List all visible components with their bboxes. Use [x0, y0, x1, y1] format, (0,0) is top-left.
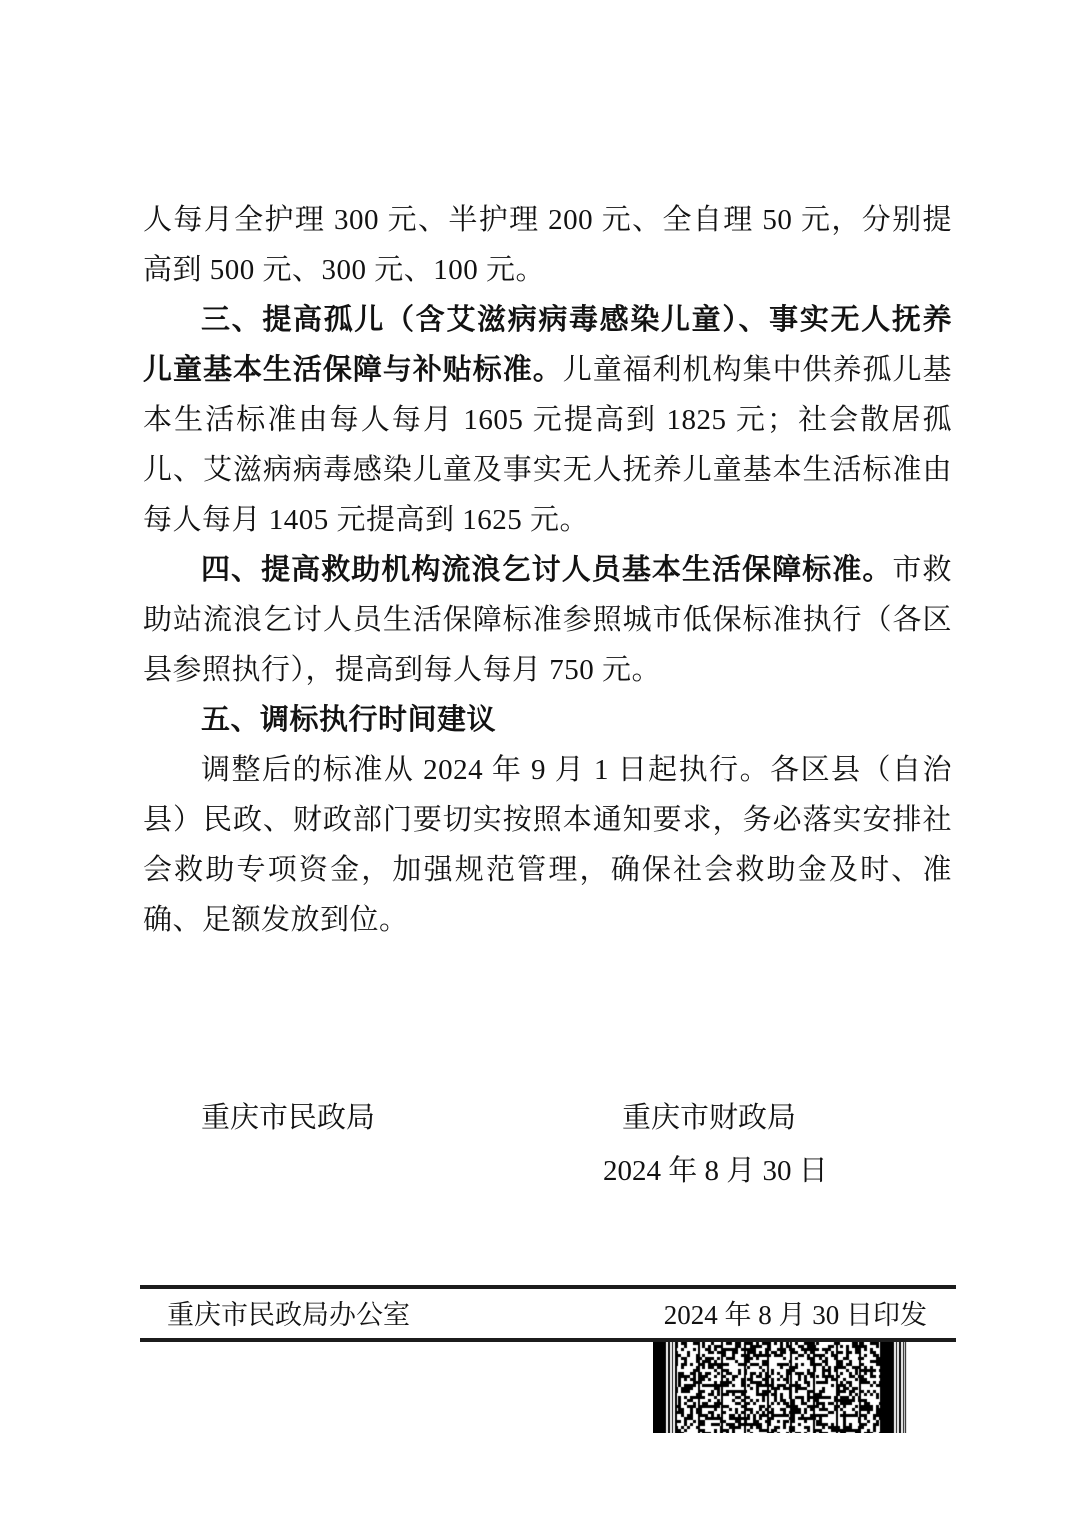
section3-body-text: 儿童福利机构集中供养孤儿基本生活标准由每人每月 1605 元提高到 1825 元；社会散居孤儿、艾滋病病毒感染儿童及事实无人抚养儿童基本生活标准由每人每月 1405 元提高到 1625 元。 [143, 354, 952, 536]
barcode-image [653, 1342, 907, 1433]
signature-org-right: 重庆市财政局 [622, 1102, 797, 1134]
footer-print-date: 2024 年 8 月 30 日印发 [663, 1300, 927, 1330]
section3-heading: 三、提高孤儿（含艾滋病病毒感染儿童）、事实无人抚养儿童基本生活保障与补贴标准。 [143, 304, 952, 386]
footer-rule-top [140, 1285, 956, 1289]
paragraph-section4 [143, 545, 952, 695]
section5-body-text: 调整后的标准从 2024 年 9 月 1 日起执行。各区县（自治县）民政、财政部门要切实按照本通知要求，务必落实安排社会救助专项资金，加强规范管理，确保社会救助金及时、准确、足额发放到位。 [143, 754, 952, 936]
section4-body-text: 市救助站流浪乞讨人员生活保障标准参照城市低保标准执行（各区县参照执行），提高到每人每月 750 元。 [143, 554, 952, 686]
paragraph-section3 [143, 295, 952, 545]
document-body [143, 195, 952, 945]
section4-heading: 四、提高救助机构流浪乞讨人员基本生活保障标准。 [201, 554, 893, 586]
signature-org-left: 重庆市民政局 [201, 1102, 376, 1134]
paragraph-continuation: 人每月全护理 300 元、半护理 200 元、全自理 50 元，分别提高到 500 元、300 元、100 元。 [143, 204, 952, 286]
signature-date: 2024 年 8 月 30 日 [603, 1155, 828, 1187]
footer-issuing-office: 重庆市民政局办公室 [167, 1300, 410, 1330]
section5-heading: 五、调标执行时间建议 [201, 704, 497, 736]
